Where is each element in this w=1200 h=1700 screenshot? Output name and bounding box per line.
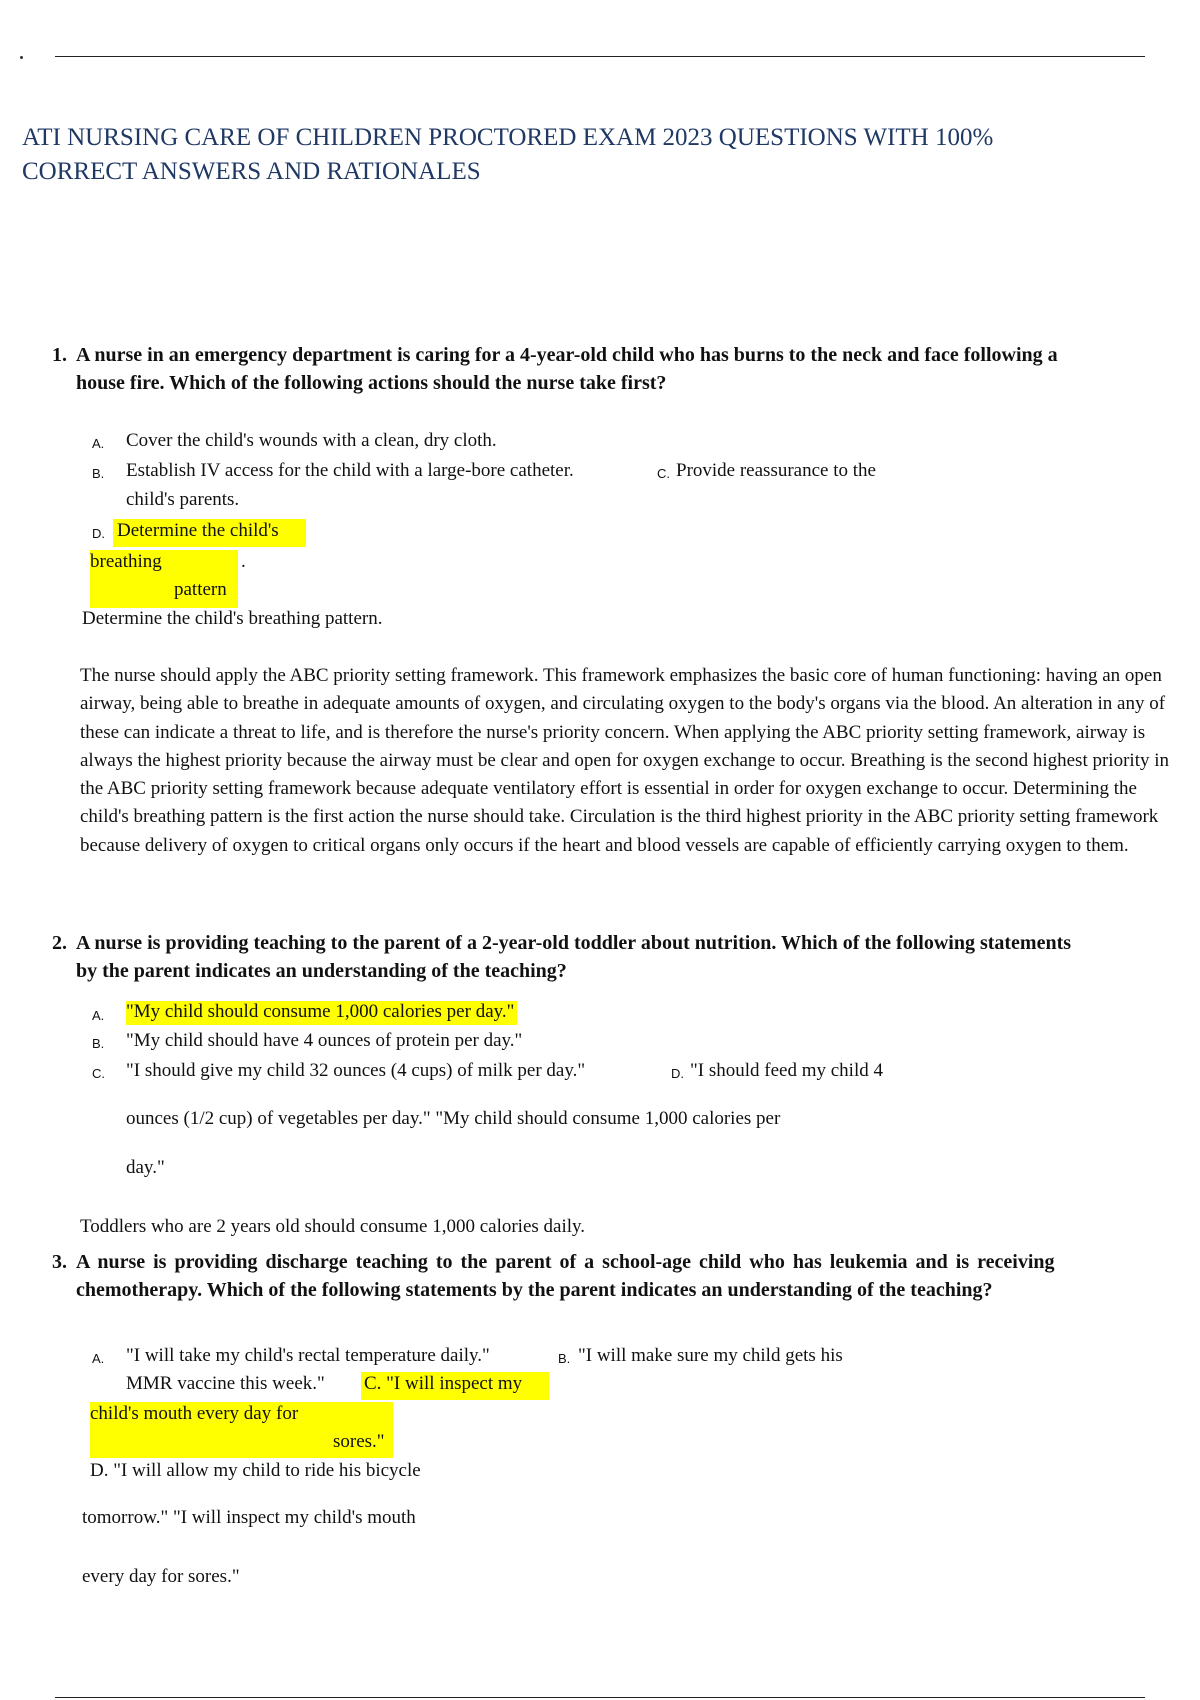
- q3-number: 3.: [52, 1251, 67, 1273]
- q2-number: 2.: [52, 932, 67, 954]
- q1-correct-answer: Determine the child's breathing pattern.: [82, 608, 383, 629]
- document-title-line2: CORRECT ANSWERS AND RATIONALES: [22, 158, 481, 185]
- q1-option-a-letter: A.: [92, 436, 105, 451]
- q3-stem-line1: A nurse is providing discharge teaching to the parent of a school-age child who has leukemia and is receiving: [76, 1251, 1055, 1273]
- q3-option-c-line3: sores.": [333, 1431, 385, 1452]
- q3-option-b-line2: MMR vaccine this week.": [126, 1373, 325, 1394]
- q3-option-c-line2: child's mouth every day for: [90, 1403, 299, 1424]
- q3-option-a-letter: A.: [92, 1351, 105, 1366]
- q2-option-c-letter: C.: [92, 1066, 105, 1081]
- q2-option-d-line2: ounces (1/2 cup) of vegetables per day." "My child should consume 1,000 calories per: [126, 1108, 781, 1129]
- q3-option-d-line1: D. "I will allow my child to ride his bicycle: [90, 1460, 421, 1481]
- q1-option-d-period: .: [241, 551, 246, 572]
- q2-stem-line1: A nurse is providing teaching to the parent of a 2-year-old toddler about nutrition. Which of the following statements: [76, 932, 1072, 954]
- q1-option-c-letter: C.: [657, 466, 670, 481]
- q2-option-d-line1: "I should feed my child 4: [690, 1060, 883, 1081]
- q2-rationale: Toddlers who are 2 years old should consume 1,000 calories daily.: [80, 1216, 586, 1237]
- footer-rule: [55, 1697, 1145, 1698]
- q2-option-d-letter: D.: [671, 1066, 684, 1081]
- document-title-line1: ATI NURSING CARE OF CHILDREN PROCTORED EXAM 2023 QUESTIONS WITH 100%: [22, 124, 994, 151]
- q1-option-d-letter: D.: [92, 526, 105, 541]
- q3-stem-line2: chemotherapy. Which of the following statements by the parent indicates an understanding of the teaching?: [76, 1279, 993, 1301]
- q3-option-d-line3: every day for sores.": [82, 1566, 240, 1587]
- q1-option-d-line3: pattern: [174, 579, 227, 600]
- q2-option-d-line3: day.": [126, 1157, 165, 1178]
- q1-option-d-line1: Determine the child's: [117, 520, 279, 541]
- q1-rationale: The nurse should apply the ABC priority setting framework. This framework emphasizes the basic core of human functioning: having an open airway, being able to breathe in adequate amounts of oxygen, and circulating oxygen to the body's organs via the blood. An alteration in any of these can indicate a threat to life, and is therefore the nurse's priority concern. When applying the ABC priority setting framework, airway is always the highest priority because the airway must be clear and open for oxygen exchange to occur. Breathing is the second highest priority in the ABC priority setting framework because adequate ventilatory effort is essential in order for oxygen exchange to occur. Determining the child's breathing pattern is the first action the nurse should take. Circulation is the third highest priority in the ABC priority setting framework because delivery of oxygen to critical organs only occurs if the heart and blood vessels are capable of efficiently carrying oxygen to them.: [80, 665, 1170, 856]
- q1-stem-line2: house fire. Which of the following actions should the nurse take first?: [76, 372, 667, 394]
- q1-option-b: Establish IV access for the child with a large-bore catheter.: [126, 460, 574, 481]
- q1-number: 1.: [52, 344, 67, 366]
- q2-option-c: "I should give my child 32 ounces (4 cups) of milk per day.": [126, 1060, 586, 1081]
- header-mark: [20, 56, 23, 59]
- q2-option-b: "My child should have 4 ounces of protein per day.": [126, 1030, 523, 1051]
- q2-option-b-letter: B.: [92, 1036, 105, 1051]
- q3-option-d-line2: tomorrow." "I will inspect my child's mouth: [82, 1507, 416, 1528]
- q1-stem-line1: A nurse in an emergency department is caring for a 4-year-old child who has burns to the neck and face following a: [76, 344, 1058, 366]
- q1-option-a: Cover the child's wounds with a clean, dry cloth.: [126, 430, 497, 451]
- q2-option-a-letter: A.: [92, 1008, 105, 1023]
- q3-option-c-line1: C. "I will inspect my: [364, 1373, 523, 1394]
- q2-stem-line2: by the parent indicates an understanding of the teaching?: [76, 960, 567, 982]
- q1-option-c-line1: Provide reassurance to the: [676, 460, 876, 481]
- q3-option-b-letter: B.: [558, 1351, 571, 1366]
- q3-option-a: "I will take my child's rectal temperature daily.": [126, 1345, 490, 1366]
- header-rule: [55, 56, 1145, 57]
- q2-option-a: "My child should consume 1,000 calories per day.": [126, 1001, 517, 1025]
- q1-option-d-line2: breathing: [90, 551, 162, 572]
- q1-option-c-line2: child's parents.: [126, 489, 240, 510]
- q1-option-b-letter: B.: [92, 466, 105, 481]
- q3-option-b-line1: "I will make sure my child gets his: [578, 1345, 843, 1366]
